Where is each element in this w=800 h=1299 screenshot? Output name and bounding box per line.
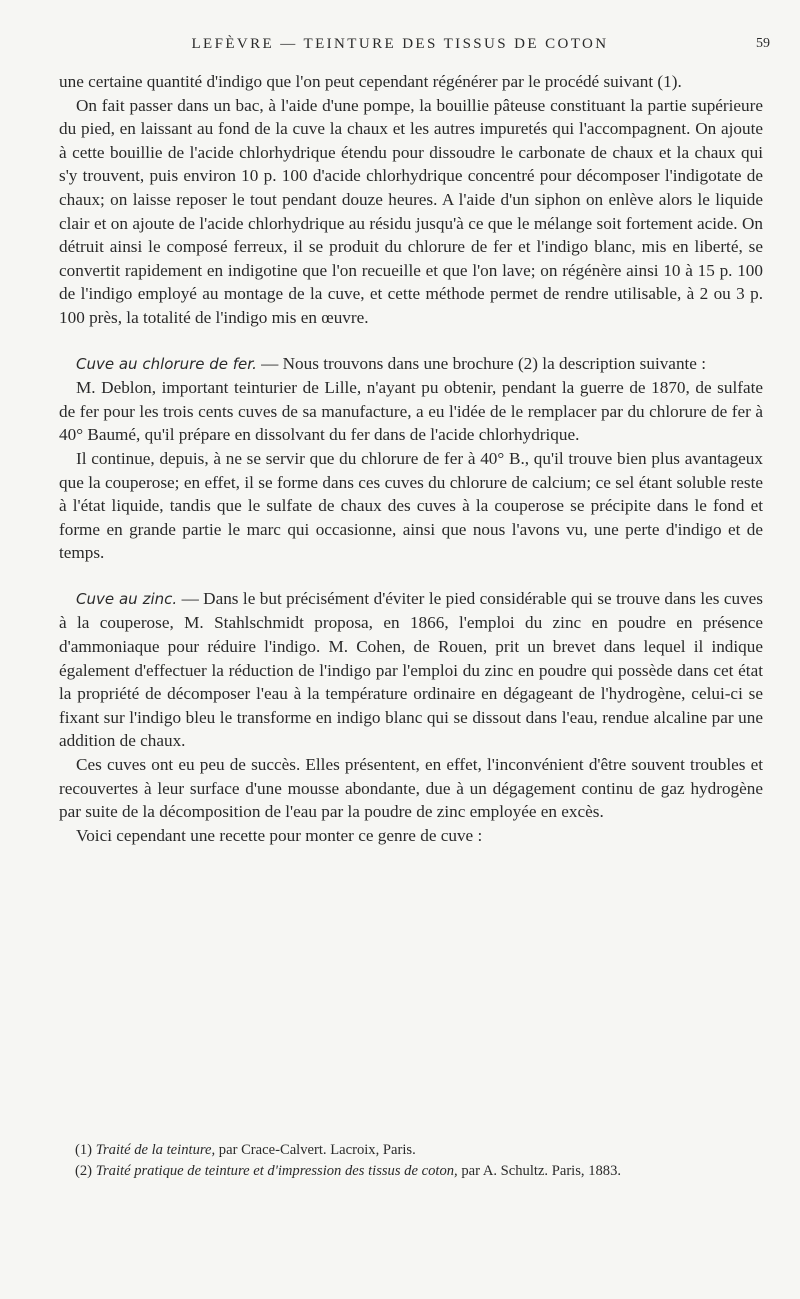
running-header	[0, 34, 800, 56]
section-title-chlorure: Cuve au chlorure de fer.	[76, 354, 257, 373]
paragraph-zinc	[59, 587, 763, 753]
footnote-1	[59, 1140, 765, 1161]
paragraph-deblon: M. Deblon, important teinturier de Lille, n'ayant pu obtenir, pendant la guerre de 1870, de sulfate de fer pour les trois cents cuves de sa manufacture, a eu l'idée de le remplacer par du chlorure de fer à 40° Baumé, qu'il prépare en dissolvant du fer dans de l'acide chlorhydrique.	[59, 378, 763, 445]
page-number: 59	[756, 36, 770, 51]
footnote-1-mark: (1)	[75, 1142, 93, 1158]
main-text	[59, 70, 763, 847]
paragraph-continue: Il continue, depuis, à ne se servir que du chlorure de fer à 40° B., qu'il trouve bien plus avantageux que la couperose; en effet, il se forme dans ces cuves du chlorure de calcium; ce sel étant soluble reste à l'état liquide, tandis que le sulfate de chaux des cuves à la couperose se précipite dans le fond et forme en grande partie le marc qui occasionne, ainsi que nous l'avons vu, une perte d'indigo et de temps.	[59, 448, 763, 563]
paragraph-chlorure-intro	[59, 352, 763, 377]
footnote-2	[59, 1161, 765, 1182]
running-title: LEFÈVRE — TEINTURE DES TISSUS DE COTON	[191, 36, 609, 52]
paragraph-succes: Ces cuves ont eu peu de succès. Elles présentent, en effet, l'inconvénient d'être souvent troubles et recouvertes à leur surface d'une mousse abondante, due à un dégagement continu de gaz hydrogène par suite de la décomposition de l'eau par la poudre de zinc employée en excès.	[59, 755, 763, 822]
footnote-2-rest: par A. Schultz. Paris, 1883.	[457, 1163, 622, 1179]
section-title-zinc: Cuve au zinc.	[76, 589, 178, 608]
paragraph-continuation: une certaine quantité d'indigo que l'on peut cependant régénérer par le procédé suivant (1).	[59, 72, 682, 91]
footnote-2-title: Traité pratique de teinture et d'impression des tissus de coton,	[95, 1163, 458, 1179]
footnotes	[59, 1140, 765, 1182]
paragraph-recette: Voici cependant une recette pour monter ce genre de cuve :	[76, 825, 483, 845]
footnote-1-title: Traité de la teinture,	[95, 1142, 216, 1158]
paragraph-regeneration: On fait passer dans un bac, à l'aide d'une pompe, la bouillie pâteuse constituant la partie supérieure du pied, en laissant au fond de la cuve la chaux et les autres impuretés qui l'accompagnent. On ajoute à cette bouillie de l'acide chlorhydrique étendu pour dissoudre le carbonate de chaux et la chaux qui s'y trouvent, puis environ 10 p. 100 d'acide chlorhydrique concentré pour décomposer l'indigotate de chaux; on laisse reposer le tout pendant douze heures. A l'aide d'un siphon on enlève alors le liquide clair et on ajoute de l'acide chlorhydrique au résidu jusqu'à ce que le mélange soit fortement acide. On détruit ainsi le composé ferreux, il se produit du chlorure de fer et l'indigo blanc, mis en liberté, se convertit rapidement en indigotine que l'on recueille et que l'on lave; on régénère ainsi 10 à 15 p. 100 de l'indigo employé au montage de la cuve, et cette méthode permet de rendre utilisable, à 2 ou 3 p. 100 près, la totalité de l'indigo mis en œuvre.	[59, 95, 763, 327]
paragraph-chlorure-intro-text: — Nous trouvons dans une brochure (2) la description suivante :	[256, 353, 707, 373]
paragraph-zinc-text: — Dans le but précisément d'éviter le pied considérable qui se trouve dans les cuves à la couperose, M. Stahlschmidt proposa, en 1866, l'emploi du zinc en poudre en présence d'ammoniaque pour réduire l'indigo. M. Cohen, de Rouen, prit un brevet dans lequel il indique également d'effectuer la réduction de l'indigo par l'emploi du zinc en poudre qui possède dans cet état la propriété de décomposer l'eau à la température ordinaire en dégageant de l'hydrogène, celui-ci se fixant sur l'indigo bleu le transforme en indigo blanc qui se dissout dans l'eau, rendue alcaline par une addition de chaux.	[59, 588, 763, 751]
footnote-1-rest: par Crace-Calvert. Lacroix, Paris.	[215, 1142, 416, 1158]
footnote-2-mark: (2)	[75, 1163, 93, 1179]
